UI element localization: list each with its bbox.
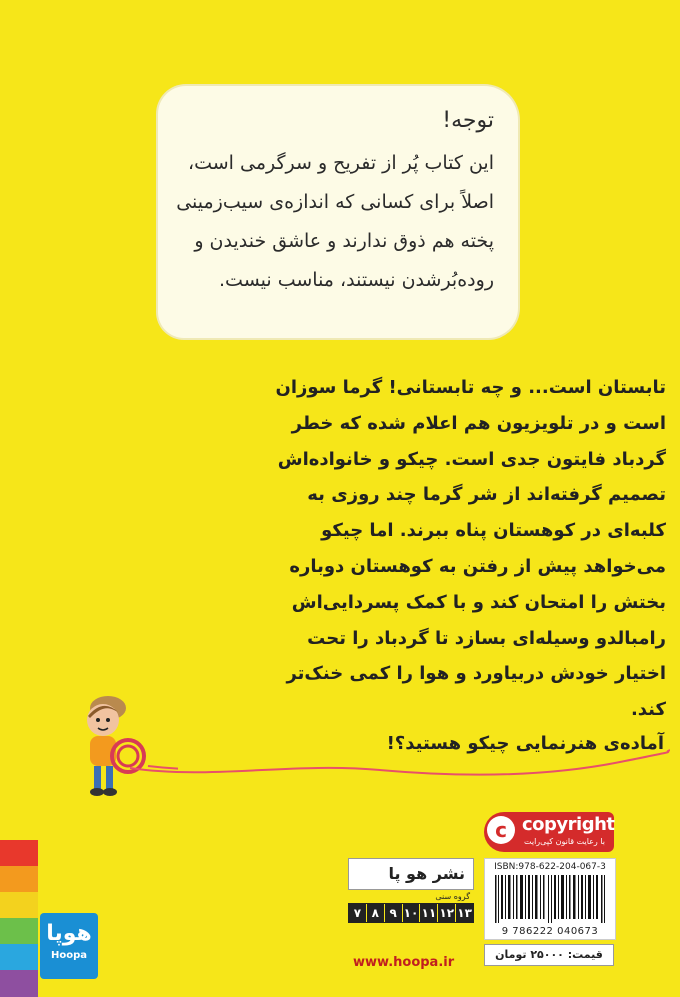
copyright-badge	[484, 812, 614, 852]
rope-line	[130, 740, 670, 780]
age-value: ۷	[349, 904, 367, 922]
notice-line: این کتاب پُر از تفریح و سرگرمی است،	[187, 152, 494, 174]
color-strip	[0, 840, 38, 997]
age-group-scale	[348, 903, 474, 923]
synopsis-line: تصمیم گرفته‌اند از شر گرما چند روزی به	[307, 484, 666, 506]
age-value: ۸	[367, 904, 385, 922]
synopsis-line: کلبه‌ای در کوهستان پناه ببرند. اما چیکو	[321, 520, 666, 542]
notice-line: اصلاً برای کسانی که اندازه‌ی سیب‌زمینی	[176, 191, 494, 213]
copyright-subtitle: با رعایت قانون کپی‌رایت	[524, 837, 606, 846]
synopsis-line: اختیار خودش دربیاورد و هوا را کمی خنک‌تر	[286, 663, 666, 685]
synopsis-line: بختش را امتحان کند و با کمک پسردایی‌اش	[291, 591, 666, 613]
synopsis-line: تابستان است... و چه تابستانی! گرما سوزان	[275, 377, 666, 398]
closing-question: آماده‌ی هنرنمایی چیکو هستید؟!	[386, 733, 664, 754]
synopsis-line: کند.	[630, 699, 666, 721]
copyright-icon: c	[487, 816, 515, 844]
logo-text: Hoopa	[50, 950, 87, 961]
age-value: ۱۱	[420, 904, 438, 922]
isbn-text: ISBN:978-622-204-067-3	[494, 862, 606, 872]
notice-card	[158, 86, 518, 338]
notice-line: پخته هم ذوق ندارند و عاشق خندیدن و	[194, 230, 494, 252]
age-value: ۱۳	[457, 906, 472, 920]
notice-line: روده‌بُرشدن نیستند، مناسب نیست.	[219, 269, 494, 291]
synopsis-line: می‌خواهد پیش از رفتن به کوهستان دوباره	[289, 555, 666, 577]
age-value: ۹	[385, 904, 403, 922]
synopsis-line: رامبالدو وسیله‌ای بسازد تا گردباد را تحت	[307, 627, 666, 649]
barcode-icon	[493, 875, 607, 923]
price-label: قیمت: ۲۵۰۰۰ تومان	[484, 944, 614, 966]
synopsis-line: است و در تلویزیون هم اعلام شده که خطر	[291, 412, 666, 434]
isbn-box	[484, 858, 616, 940]
publisher-box	[348, 858, 474, 936]
logo-glyph: هوپا	[46, 921, 92, 946]
synopsis-line: گردباد فایتون جدی است. چیکو و خانواده‌اش	[277, 448, 666, 470]
copyright-label: copyright	[522, 814, 615, 835]
hoopa-logo	[40, 913, 98, 979]
synopsis	[275, 370, 666, 728]
age-group-label: گروه سنی	[435, 892, 470, 901]
publisher-website[interactable]: www.hoopa.ir	[353, 955, 455, 970]
barcode-number: 9 786222 040673	[501, 926, 599, 937]
age-value: ۱۰	[403, 904, 421, 922]
publisher-name: نشر هو پا	[348, 858, 474, 890]
age-value: ۱۲	[438, 904, 456, 922]
notice-title: توجه!	[442, 108, 494, 133]
